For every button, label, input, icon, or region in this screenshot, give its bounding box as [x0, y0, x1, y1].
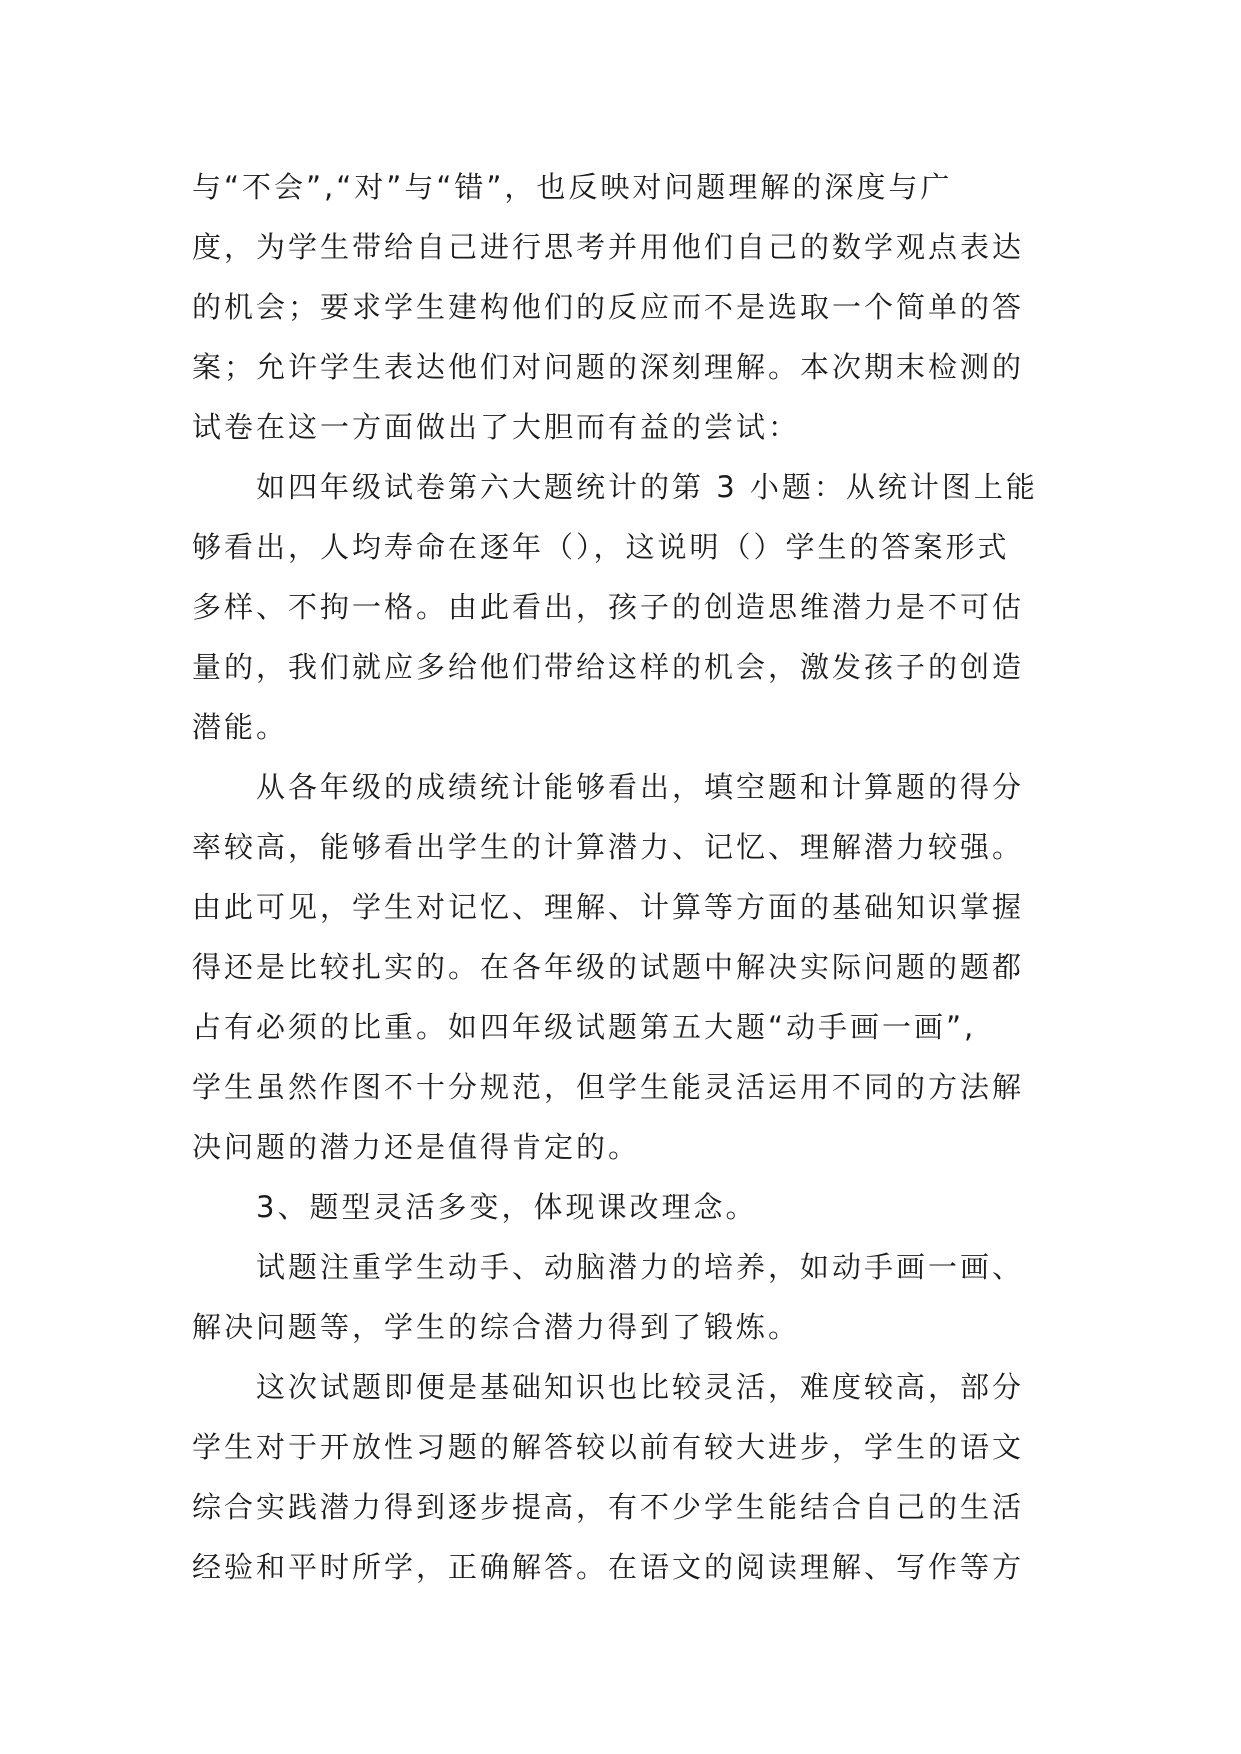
text-line: 度，为学生带给自己进行思考并用他们自己的数学观点表达 [192, 230, 1025, 264]
text-line: 3、题型灵活多变，体现课改理念。 [256, 1190, 758, 1224]
text-line: 与“不会”,“对”与“错”，也反映对问题理解的深度与广 [192, 170, 953, 204]
text-line: 从各年级的成绩统计能够看出，填空题和计算题的得分 [256, 770, 1025, 804]
text-line: 量的，我们就应多给他们带给这样的机会，激发孩子的创造 [192, 650, 1025, 684]
text-line: 案；允许学生表达他们对问题的深刻理解。本次期末检测的 [192, 350, 1025, 384]
text-line: 经验和平时所学，正确解答。在语文的阅读理解、写作等方 [192, 1550, 1025, 1584]
text-line: 学生对于开放性习题的解答较以前有较大进步，学生的语文 [192, 1430, 1025, 1464]
text-line: 得还是比较扎实的。在各年级的试题中解决实际问题的题都 [192, 950, 1025, 984]
text-line: 这次试题即便是基础知识也比较灵活，难度较高，部分 [256, 1370, 1025, 1404]
text-line: 潜能。 [192, 710, 289, 744]
body-text [192, 157, 1052, 1597]
text-line: 试卷在这一方面做出了大胆而有益的尝试： [192, 410, 801, 444]
text-line: 学生虽然作图不十分规范，但学生能灵活运用不同的方法解 [192, 1070, 1025, 1104]
text-line: 多样、不拘一格。由此看出，孩子的创造思维潜力是不可估 [192, 590, 1025, 624]
text-line: 够看出，人均寿命在逐年（），这说明（）学生的答案形式 [192, 530, 1010, 564]
text-line: 由此可见，学生对记忆、理解、计算等方面的基础知识掌握 [192, 890, 1025, 924]
text-line: 试题注重学生动手、动脑潜力的培养，如动手画一画、 [256, 1250, 1025, 1284]
text-line: 的机会；要求学生建构他们的反应而不是选取一个简单的答 [192, 290, 1025, 324]
text-line: 如四年级试卷第六大题统计的第 3 小题：从统计图上能 [256, 470, 1038, 504]
text-line: 率较高，能够看出学生的计算潜力、记忆、理解潜力较强。 [192, 830, 1025, 864]
text-line: 占有必须的比重。如四年级试题第五大题“动手画一画”, [192, 1010, 977, 1044]
text-line: 综合实践潜力得到逐步提高，有不少学生能结合自己的生活 [192, 1490, 1025, 1524]
text-line: 解决问题等，学生的综合潜力得到了锻炼。 [192, 1310, 801, 1344]
text-line: 决问题的潜力还是值得肯定的。 [192, 1130, 641, 1164]
